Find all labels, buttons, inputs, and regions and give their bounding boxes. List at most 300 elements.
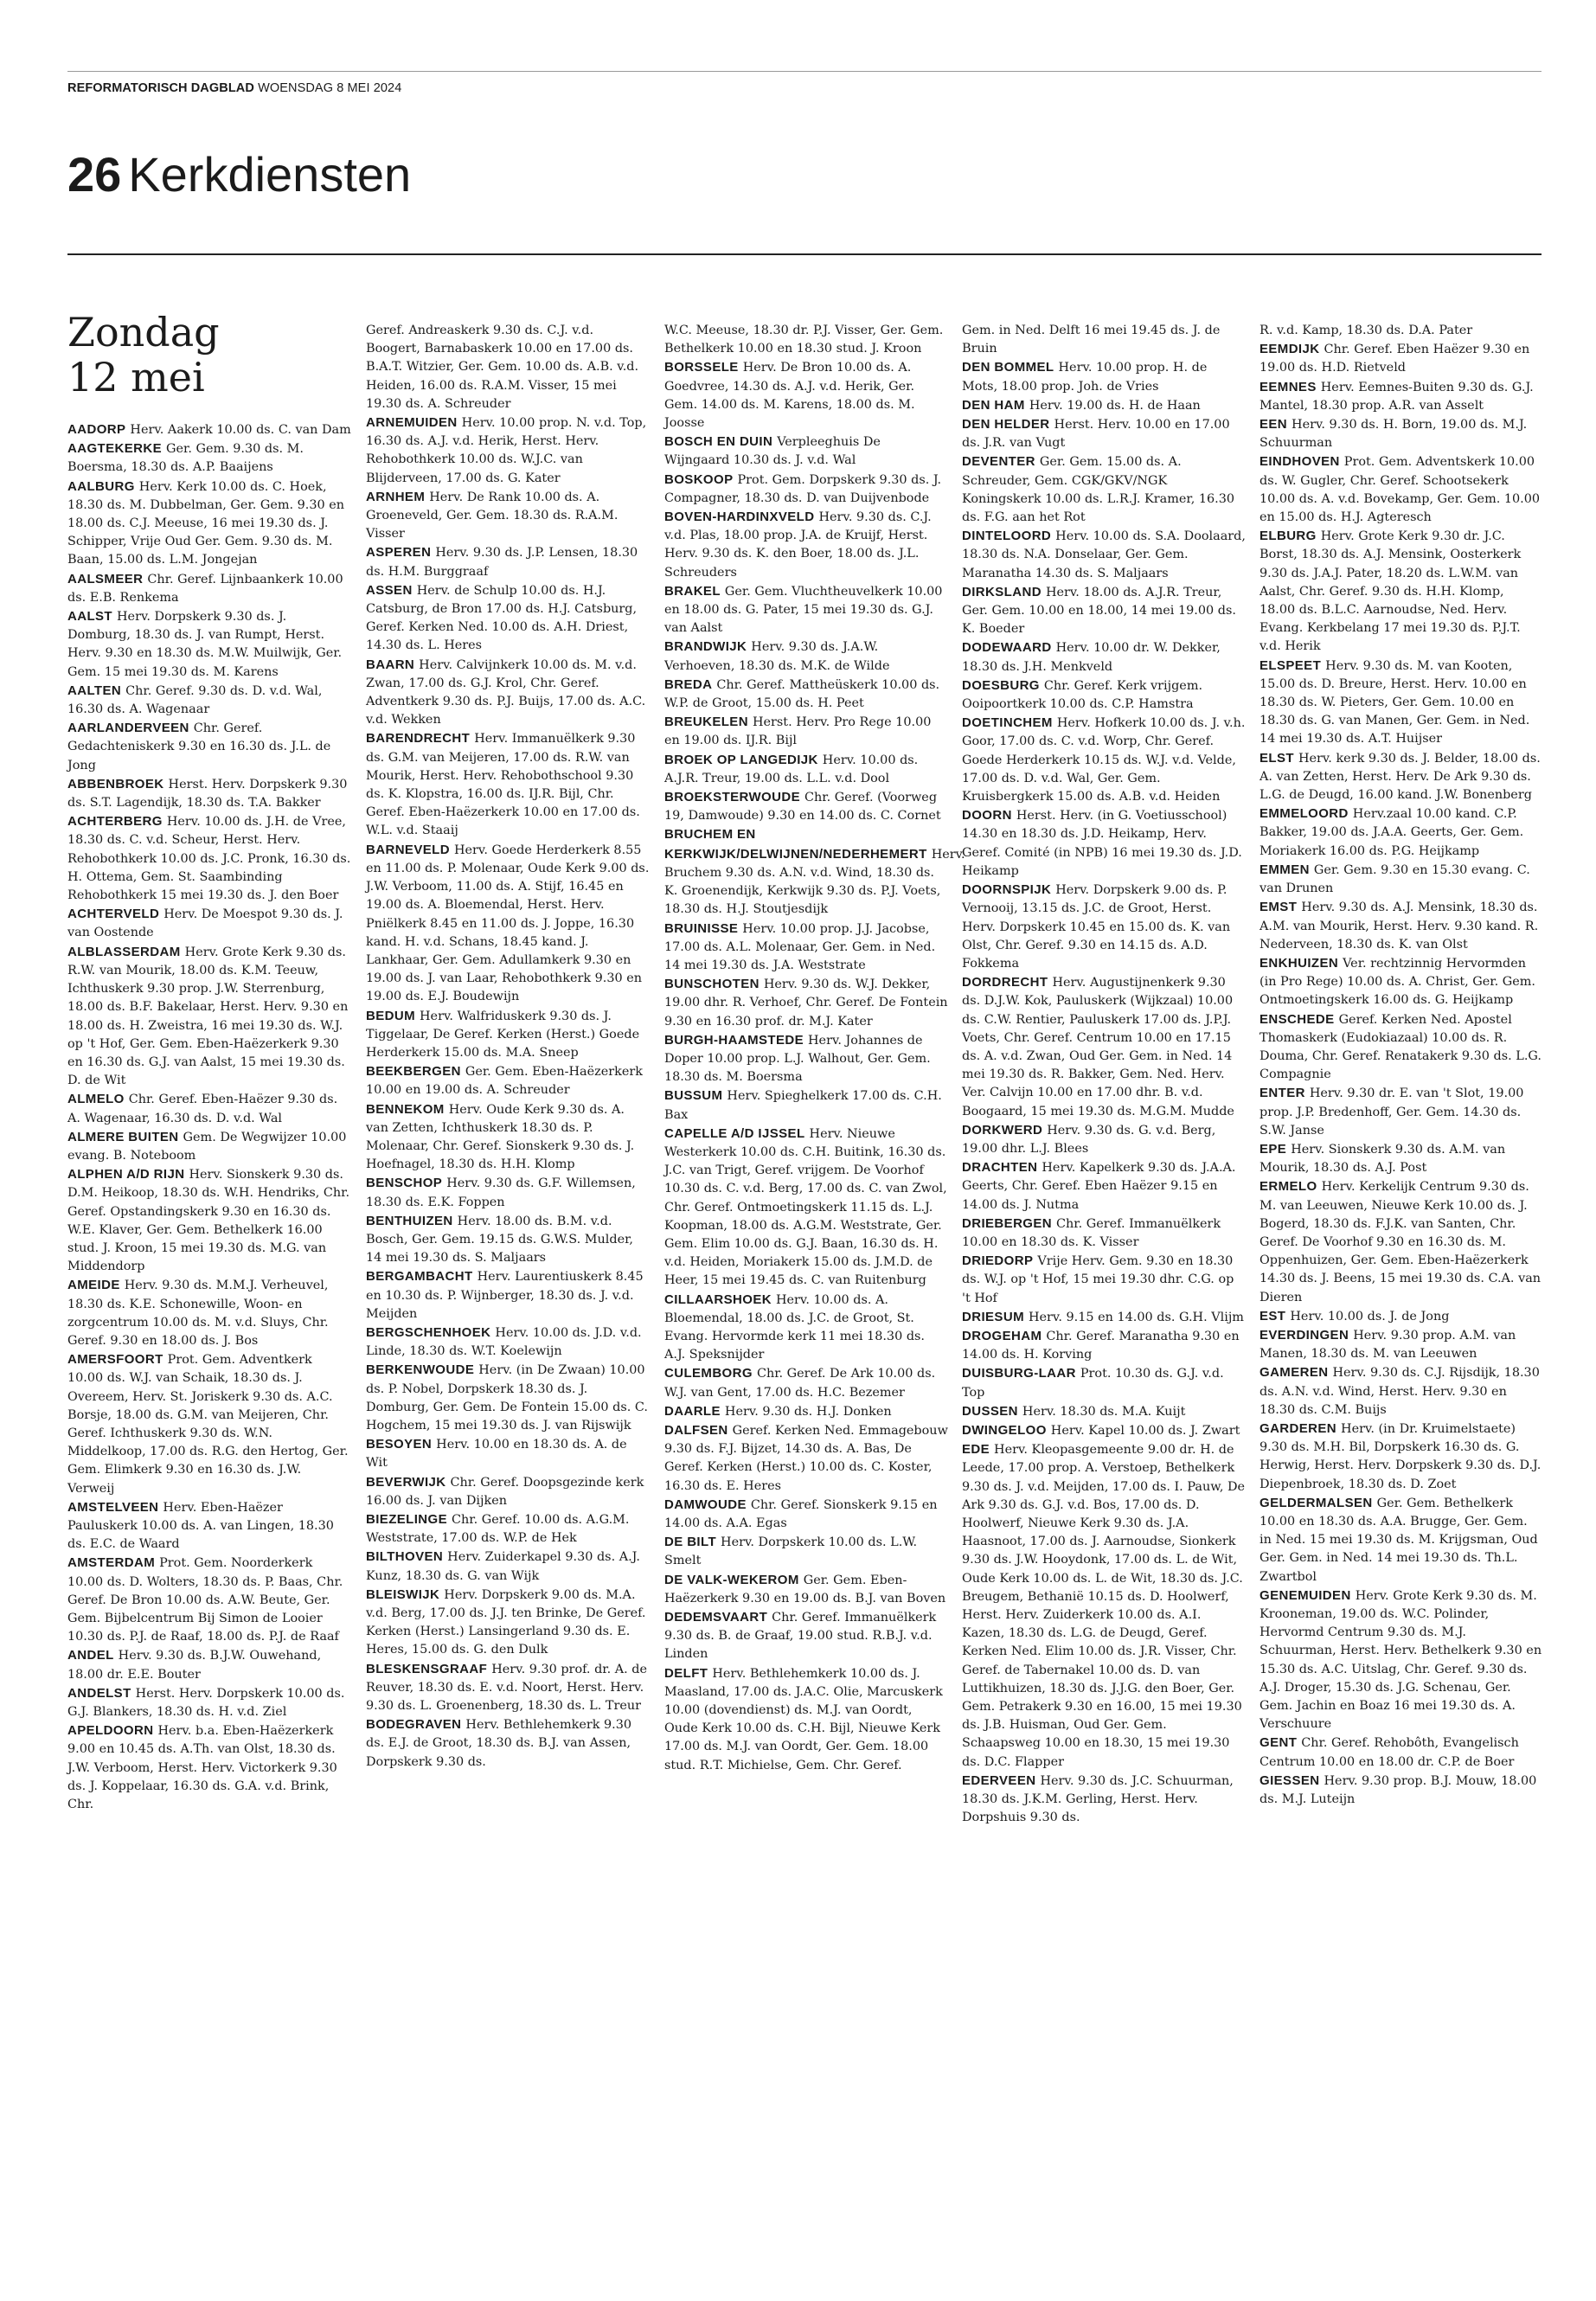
place-name: DRIEBERGEN: [962, 1215, 1053, 1231]
service-details: Herv. 9.30 prop. B.J. Mouw, 18.00 ds. M.J. Luteijn: [1259, 1773, 1537, 1807]
service-details: Herv. 9.15 en 14.00 ds. G.H. Vlijm: [1028, 1310, 1244, 1324]
place-name: ANDELST: [67, 1685, 131, 1701]
service-entry: [1259, 1307, 1543, 1326]
service-entry: [1259, 1010, 1543, 1085]
service-details: Herv. Augustijnenkerk 9.30 ds. D.J.W. Kok, Pauluskerk (Wijkzaal) 10.00 ds. C.W. Rentier, Pauluskerk 17.00 ds. J.P.J. Voets, Chr. Geref. Centrum 10.00 en 17.15 ds. A. v.d. Zwan, Oud Ger. Gem. in Ned. 14 mei 19.30 ds. R. Bakker, Gem. Ned. Herv. Ver. Calvijn 10.00 en 17.00 dhr. B. v.d. Boogaard, 15 mei 19.30 ds. M.G.M. Mudde: [962, 976, 1234, 1118]
service-entry: [366, 729, 650, 840]
place-name: ALMELO: [67, 1092, 125, 1107]
service-entry: [664, 1533, 948, 1570]
place-name: AMSTERDAM: [67, 1555, 156, 1571]
place-name: EEN: [1259, 417, 1288, 433]
service-details: Ger. Gem. 9.30 en 15.30 evang. C. van Drunen: [1259, 862, 1530, 896]
page-title: [67, 149, 411, 201]
place-name: EST: [1259, 1308, 1286, 1324]
service-details: Chr. Geref. Sionskerk 9.15 en 14.00 ds. A.A. Egas: [664, 1497, 938, 1530]
place-name: DOORN: [962, 808, 1012, 824]
service-entry: [366, 488, 650, 544]
service-entry: [67, 719, 351, 775]
place-name: ACHTERBERG: [67, 814, 163, 830]
service-details: Chr. Geref. Eben Haëzer 9.30 en 19.00 ds. H.D. Rietveld: [1259, 343, 1530, 375]
place-name: BROEK OP LANGEDIJK: [664, 752, 818, 767]
place-name: BEEKBERGEN: [366, 1064, 461, 1080]
place-name: DROGEHAM: [962, 1328, 1042, 1343]
place-name: GAMEREN: [1259, 1365, 1329, 1381]
service-details: Herv. 9.30 ds. G. v.d. Berg, 19.00 dhr. L.J. Blees: [962, 1123, 1216, 1156]
service-details: Herv. 10.00 ds. J. de Jong: [1290, 1309, 1450, 1324]
service-entry: [366, 841, 650, 1007]
service-entry: [1259, 1084, 1543, 1140]
place-name: BOSCH EN DUIN: [664, 434, 773, 450]
place-name: ASSEN: [366, 582, 413, 598]
place-name: AAGTEKERKE: [67, 441, 163, 457]
service-details: Herv. Zuiderkapel 9.30 ds. A.J. Kunz, 18.30 ds. G. van Wijk: [366, 1550, 640, 1583]
place-name: DELFT: [664, 1665, 708, 1681]
service-entry: [962, 396, 1246, 415]
service-entry: [366, 1660, 650, 1716]
place-name: ARNEMUIDEN: [366, 415, 458, 431]
service-details: Herv. Dorpskerk 9.30 ds. J. Domburg, 18.30 ds. J. van Rumpt, Herst. Herv. 9.30 en 18.30 ds. M.W. Muilwijk, Ger. Gem. 15 mei 19.30 ds. M. Karens: [67, 610, 343, 679]
service-entry: [366, 1267, 650, 1324]
place-name: ASPEREN: [366, 545, 432, 561]
place-name: BERKENWOUDE: [366, 1362, 475, 1378]
service-entry: [1259, 861, 1543, 898]
service-entry: [1259, 452, 1543, 527]
service-entry: [1259, 1326, 1543, 1363]
service-details: Herv. 9.30 ds. H. Born, 19.00 ds. M.J. Schuurman: [1259, 418, 1528, 451]
service-details: Herv. 9.30 dr. E. van 't Slot, 19.00 prop. J.P. Bredenhoff, Ger. Gem. 14.30 ds. S.W. Janse: [1259, 1086, 1524, 1138]
service-details: Prot. Gem. Dorpskerk 9.30 ds. J. Compagner, 18.30 ds. D. van Duijvenbode: [664, 472, 942, 505]
column-3: [664, 322, 965, 1775]
place-name: BRUCHEM EN KERKWIJK/DELWIJNEN/NEDERHEMERT: [664, 827, 927, 862]
place-name: DEDEMSVAART: [664, 1610, 768, 1625]
service-entry: [1259, 657, 1543, 749]
service-entry: [67, 420, 351, 439]
place-name: AALTEN: [67, 683, 122, 698]
section-name: Kerkdiensten: [128, 147, 412, 202]
issue-date: WOENSDAG 8 MEI 2024: [258, 81, 402, 95]
service-entry: [962, 583, 1246, 639]
column-4: [962, 322, 1246, 1827]
place-name: ALPHEN A/D RIJN: [67, 1167, 185, 1183]
service-entry: [1259, 1177, 1543, 1306]
service-entry: [962, 881, 1246, 973]
place-name: BROEKSTERWOUDE: [664, 790, 800, 805]
place-name: ENSCHEDE: [1259, 1011, 1335, 1027]
service-entry: [664, 471, 948, 508]
service-entry: [67, 943, 351, 1091]
service-details: Herv. Immanuëlkerk 9.30 ds. G.M. van Meijeren, 17.00 ds. R.W. van Mourik, Herst. Herv. Rehobothschool 9.30 ds. K. Klopstra, 16.00 ds. IJ.R. Bijl, Chr. Geref. Eben-Haëzerkerk 10.00 en 17.00 ds. W.L. v.d. Staaij: [366, 732, 640, 838]
service-entry: [366, 1473, 650, 1510]
place-name: EDE: [962, 1442, 990, 1458]
service-details: Herst. Herv. (in G. Voetiusschool) 14.30 en 18.30 ds. J.D. Heikamp, Herv. Geref. Comité (in NPB) 16 mei 19.30 ds. J.D. Heikamp: [962, 809, 1242, 878]
service-entry: [664, 433, 948, 470]
place-name: EMMEN: [1259, 862, 1310, 877]
service-entry: [664, 1421, 948, 1496]
service-entry: [962, 714, 1246, 806]
service-details: Herv. 10.00 prop. H. de Mots, 18.00 prop. Joh. de Vries: [962, 361, 1208, 394]
service-details: Herv. 9.30 ds. J.C. Schuurman, 18.30 ds. J.K.M. Gerling, Herst. Herv. Dorpshuis 9.30 ds.: [962, 1773, 1234, 1825]
service-details: Gem. in Ned. Delft 16 mei 19.45 ds. J. de Bruin: [962, 324, 1221, 356]
service-entry: [1259, 1586, 1543, 1734]
service-entry: [664, 582, 948, 638]
place-name: DIRKSLAND: [962, 584, 1042, 599]
place-name: EMST: [1259, 900, 1298, 915]
service-details: Chr. Geref. 9.30 ds. D. v.d. Wal, 16.30 ds. A. Wagenaar: [67, 683, 323, 717]
service-entry: [664, 1571, 948, 1608]
place-name: BILTHOVEN: [366, 1549, 444, 1565]
service-details: Herv. 9.30 ds. A.J. Mensink, 18.30 ds. A.M. van Mourik, Herst. Herv. 9.30 kand. R. Nederveen, 18.30 ds. K. van Olst: [1259, 901, 1539, 952]
service-details: Herv. Calvijnkerk 10.00 ds. M. v.d. Zwan, 17.00 ds. G.J. Krol, Chr. Geref. Adventkerk 9.30 ds. P.J. Buijs, 17.00 ds. A.C. v.d. Wekken: [366, 657, 646, 727]
service-entry: [664, 1608, 948, 1664]
place-name: BREDA: [664, 676, 713, 692]
service-details: Herv. Aakerk 10.00 ds. C. van Dam: [130, 423, 351, 437]
service-details: Herv. Nieuwe Westerkerk 10.00 ds. C.H. Buitink, 16.30 ds. J.C. van Trigt, Geref. vrijgem. De Voorhof 10.30 ds. C. v.d. Berg, 17.00 ds. C. van Zwol, Chr. Geref. Ontmoetingskerk 11.15 ds. L.J. Koopman, 18.00 ds. A.G.M. Weststrate, Ger. Gem. Elim 10.00 ds. G.J. Baan, 16.30 ds. H. v.d. Heiden, Moriakerk 15.00 ds. J.M.D. de Heer, 15 mei 19.45 ds. C. van Ruitenburg: [664, 1126, 947, 1288]
service-details: Prot. 10.30 ds. G.J. v.d. Top: [962, 1367, 1224, 1400]
service-details: Herv. 18.00 ds. B.M. v.d. Bosch, Ger. Gem. 19.15 ds. G.W.S. Mulder, 14 mei 19.30 ds. S. Maljaars: [366, 1214, 633, 1266]
service-details: Herv. Kerkelijk Centrum 9.30 ds. M. van Leeuwen, Nieuwe Kerk 10.00 ds. J. Bogerd, 18.30 ds. F.J.K. van Santen, Chr. Geref. De Voorhof 9.30 en 16.30 ds. M. Oppenhuizen, Ger. Gem. Eben-Haëzerkerk 14.30 ds. J. Beens, 15 mei 19.30 ds. C.A. van Dieren: [1259, 1180, 1542, 1304]
place-name: DINTELOORD: [962, 529, 1052, 544]
place-name: BODEGRAVEN: [366, 1717, 462, 1733]
day-name: Zondag: [67, 309, 220, 356]
place-name: BURGH-HAAMSTEDE: [664, 1032, 804, 1048]
service-details: Herv. Dorpskerk 9.00 ds. M.A. v.d. Berg, 17.00 ds. J.J. ten Brinke, De Geref. Kerken (Herst.) Lansingerland 9.30 ds. E. Heres, 15.00 ds. G. den Dulk: [366, 1587, 646, 1657]
service-entry: [962, 322, 1246, 358]
service-details: Herv. De Moespot 9.30 ds. J. van Oostende: [67, 907, 343, 940]
service-details: Chr. Geref. Maranatha 9.30 en 14.00 ds. H. Korving: [962, 1329, 1240, 1362]
service-details: Ger. Gem. 9.30 ds. M. Boersma, 18.30 ds. A.P. Baaijens: [67, 442, 304, 475]
service-details: Gem. De Wegwijzer 10.00 evang. B. Noteboom: [67, 1130, 347, 1163]
service-entry: [962, 676, 1246, 714]
service-entry: [67, 1498, 351, 1554]
service-details: Herv. 9.30 ds. M.M.J. Verheuvel, 18.30 ds. K.E. Schonewille, Woon- en zorgcentrum 10.00 ds. M. v.d. Sluys, Chr. Geref. 9.30 en 18.00 ds. J. Bos: [67, 1279, 329, 1348]
place-name: BERGSCHENHOEK: [366, 1324, 491, 1340]
service-entry: [67, 775, 351, 812]
service-entry: [67, 1128, 351, 1165]
service-entry: [962, 415, 1246, 452]
service-entry: [366, 1212, 650, 1268]
place-name: DWINGELOO: [962, 1422, 1047, 1438]
service-details: Chr. Geref. Eben-Haëzer 9.30 ds. A. Wagenaar, 16.30 ds. D. v.d. Wal: [67, 1093, 338, 1125]
service-entry: [1259, 1420, 1543, 1494]
service-details: Geref. Andreaskerk 9.30 ds. C.J. v.d. Boogert, Barnabaskerk 10.00 en 17.00 ds. B.A.T. Witzier, Ger. Gem. 10.00 ds. A.B. v.d. Heiden, 16.00 ds. R.A.M. Visser, 15 mei 19.30 ds. A. Schreuder: [366, 324, 639, 411]
service-entry: [962, 1252, 1246, 1308]
service-entry: [366, 1324, 650, 1361]
place-name: EEMDIJK: [1259, 342, 1320, 357]
service-details: Chr. Geref. De Ark 10.00 ds. W.J. van Gent, 17.00 ds. H.C. Bezemer: [664, 1367, 936, 1400]
place-name: GENEMUIDEN: [1259, 1587, 1351, 1603]
service-details: Herv. 10.00 prop. N. v.d. Top, 16.30 ds. A.J. v.d. Herik, Herst. Herv. Rehobothkerk 10.00 ds. W.J.C. van Blijderveen, 17.00 ds. G. Kater: [366, 416, 647, 485]
service-details: Herv. 10.00 ds. S.A. Doolaard, 18.30 ds. N.A. Donselaar, Ger. Gem. Maranatha 14.30 ds. S. Maljaars: [962, 529, 1246, 580]
service-details: Herv. Grote Kerk 9.30 dr. J.C. Borst, 18.30 ds. A.J. Mensink, Oosterkerk 9.30 ds. J.A.J. Pater, 18.20 ds. L.W.M. van Aalst, Chr. Geref. 9.30 ds. H.H. Klomp, 18.00 ds. B.L.C. Aarnoudse, Ned. Herv. Evang. Kerkbelang 17 mei 19.30 ds. P.J.T. v.d. Herik: [1259, 529, 1522, 654]
place-name: BRANDWIJK: [664, 639, 747, 655]
place-name: APELDOORN: [67, 1723, 154, 1739]
place-name: BRUINISSE: [664, 920, 739, 936]
place-name: DALFSEN: [664, 1422, 728, 1438]
service-entry: [67, 812, 351, 905]
service-entry: [366, 1100, 650, 1175]
place-name: ARNHEM: [366, 489, 426, 504]
place-name: ALBLASSERDAM: [67, 944, 181, 959]
service-entry: [1259, 527, 1543, 656]
place-name: AALST: [67, 609, 112, 625]
service-entry: [962, 1308, 1246, 1327]
place-name: AALSMEER: [67, 571, 144, 586]
service-entry: [67, 478, 351, 570]
service-details: Chr. Geref. Rehobôth, Evangelisch Centrum 10.00 en 18.00 dr. C.P. de Boer: [1259, 1736, 1519, 1769]
service-details: R. v.d. Kamp, 18.30 ds. D.A. Pater: [1259, 324, 1473, 337]
service-entry: [664, 508, 948, 582]
service-entry: [664, 1031, 948, 1087]
place-name: ERMELO: [1259, 1179, 1317, 1195]
service-details: Herv. 10.00 ds. A.J.R. Treur, 19.00 ds. L.L. v.d. Dool: [664, 753, 919, 785]
place-name: DEVENTER: [962, 454, 1035, 470]
place-name: DUISBURG-LAAR: [962, 1366, 1076, 1381]
place-name: EDERVEEN: [962, 1772, 1036, 1788]
service-entry: [664, 1402, 948, 1421]
service-details: Herv. Kerk 10.00 ds. C. Hoek, 18.30 ds. M. Dubbelman, Ger. Gem. 9.30 en 18.00 ds. C.J. Meeuse, 16 mei 19.30 ds. J. Schipper, Vrije Oud Ger. Gem. 9.30 ds. M. Baan, 15.00 ds. L.M. Jongejan: [67, 479, 345, 567]
place-name: GARDEREN: [1259, 1420, 1337, 1436]
service-details: Chr. Geref. Kerk vrijgem. Ooipoortkerk 10.00 ds. C.P. Hamstra: [962, 678, 1203, 712]
service-details: Chr. Geref. Gedachteniskerk 9.30 en 16.30 ds. J.L. de Jong: [67, 721, 331, 772]
service-entry: [664, 322, 948, 358]
service-entry: [664, 676, 948, 713]
service-entry: [67, 905, 351, 942]
place-name: DOESBURG: [962, 677, 1040, 693]
service-details: Herv. Kapel 10.00 ds. J. Zwart: [1050, 1423, 1240, 1438]
service-details: Ger. Gem. Eben-Haëzerkerk 9.30 en 19.00 ds. B.J. van Boven: [664, 1573, 946, 1606]
service-entry: [664, 358, 948, 433]
service-entry: [67, 1276, 351, 1350]
service-details: Herv. 10.00 ds. A. Bloemendal, 18.00 ds. J.C. de Groot, St. Evang. Hervormde kerk 11 mei 18.30 ds. A.J. Speksnijder: [664, 1292, 925, 1362]
service-entry: [962, 527, 1246, 583]
service-details: Prot. Gem. Adventskerk 10.00 ds. W. Gugler, Chr. Geref. Schootsekerk 10.00 ds. A. v.d. Bovekamp, Ger. Gem. 10.00 en 15.00 ds. H.J. Agteresch: [1259, 455, 1541, 525]
service-entry: [1259, 340, 1543, 377]
service-entry: [67, 682, 351, 719]
header-rule: [67, 71, 1542, 72]
service-entry: [962, 1215, 1246, 1252]
service-entry: [366, 1435, 650, 1472]
service-details: Herv. Eben-Haëzer Pauluskerk 10.00 ds. A. van Lingen, 18.30 ds. E.C. de Waard: [67, 1500, 334, 1552]
place-name: BESOYEN: [366, 1437, 433, 1452]
place-name: BEDUM: [366, 1008, 415, 1023]
service-details: Herv. 10.00 dr. W. Dekker, 18.30 ds. J.H. Menkveld: [962, 641, 1221, 674]
place-name: ALMERE BUITEN: [67, 1129, 179, 1144]
place-name: DE BILT: [664, 1535, 717, 1550]
place-name: BARENDRECHT: [366, 731, 471, 747]
service-details: Herv. De Bron 10.00 ds. A. Goedvree, 14.30 ds. A.J. v.d. Herik, Ger. Gem. 14.00 ds. M. Karens, 18.00 ds. M. Joosse: [664, 361, 915, 431]
place-name: DEN BOMMEL: [962, 360, 1054, 375]
place-name: CILLAARSHOEK: [664, 1292, 772, 1307]
place-name: ENKHUIZEN: [1259, 955, 1339, 971]
service-entry: [664, 788, 948, 825]
masthead: [67, 81, 401, 95]
place-name: EINDHOVEN: [1259, 454, 1340, 470]
service-entry: [366, 1548, 650, 1585]
service-entry: [962, 358, 1246, 395]
place-name: BLESKENSGRAAF: [366, 1661, 488, 1676]
service-details: Chr. Geref. 10.00 ds. A.G.M. Weststrate, 17.00 ds. W.P. de Hek: [366, 1513, 630, 1546]
service-details: Herv. 9.30 ds. C.J. Rijsdijk, 18.30 ds. A.N. v.d. Wind, Herst. Herv. 9.30 en 18.30 ds. C.M. Buijs: [1259, 1366, 1540, 1417]
service-details: Prot. Gem. Adventkerk 10.00 ds. W.J. van Schaik, 18.30 ds. J. Overeem, Herv. St. Joriskerk 9.30 ds. A.C. Borsje, 18.00 ds. G.M. van Meijeren, Chr. Geref. Ichthuskerk 9.30 ds. W.N. Middelkoop, 17.00 ds. R.G. den Hertog, Ger. Gem. Elimkerk 9.30 en 16.30 ds. J.W. Verweij: [67, 1353, 349, 1496]
service-details: Herv. 9.30 ds. G.F. Willemsen, 18.30 ds. E.K. Foppen: [366, 1176, 636, 1209]
place-name: DUSSEN: [962, 1403, 1018, 1419]
service-details: Prot. Gem. Noorderkerk 10.00 ds. D. Wolters, 18.30 ds. P. Baas, Chr. Geref. De Bron 10.00 ds. A.W. Beute, Ger. Gem. Bijbelcentrum Bij Simon de Looier 10.30 ds. P.J. de Raaf, 18.00 ds. P.J. de Raaf: [67, 1556, 343, 1644]
service-entry: [366, 1715, 650, 1772]
service-details: Herv. 18.30 ds. M.A. Kuijt: [1022, 1404, 1186, 1419]
service-entry: [1259, 749, 1543, 805]
service-entry: [962, 452, 1246, 527]
place-name: ELSPEET: [1259, 657, 1322, 673]
place-name: BUSSUM: [664, 1088, 723, 1104]
service-entry: [67, 1165, 351, 1276]
service-details: Herv. 9.30 ds. J.A.W. Verhoeven, 18.30 ds. M.K. de Wilde: [664, 640, 890, 673]
service-entry: [1259, 1363, 1543, 1420]
service-details: Chr. Geref. Immanuëlkerk 10.00 en 18.30 ds. K. Visser: [962, 1216, 1221, 1249]
service-entry: [366, 1007, 650, 1063]
place-name: ENTER: [1259, 1086, 1305, 1101]
service-details: Herv. (in De Zwaan) 10.00 ds. P. Nobel, Dorpskerk 18.30 ds. J. Domburg, Ger. Gem. De Fontein 15.00 ds. C. Hogchem, 15 mei 19.30 ds. J. van Rijswijk: [366, 1363, 648, 1433]
service-details: Herv. 10.00 prop. J.J. Jacobse, 17.00 ds. A.L. Molenaar, Ger. Gem. in Ned. 14 mei 19.30 ds. J.A. Weststrate: [664, 921, 936, 972]
service-details: Herv. Goede Herderkerk 8.55 en 11.00 ds. P. Molenaar, Oude Kerk 9.00 ds. J.W. Verboom, 11.00 ds. A. Stijf, 16.45 en 19.00 ds. A. Bloemendal, Herst. Herv. Pniëlkerk 8.45 en 11.00 ds. J. Joppe, 16.30 kand. H. v.d. Schans, 18.45 kand. J. Lankhaar, Ger. Gem. Adullamkerk 9.30 en 19.00 ds. J. van Laar, Rehobothkerk 9.30 en 19.00 ds. E.J. Boudewijn: [366, 843, 650, 1004]
service-entry: [1259, 322, 1543, 340]
service-details: Herv. Bethlehemkerk 10.00 ds. J. Maasland, 17.00 ds. J.A.C. Olie, Marcuskerk 10.00 (dovendienst) ds. M.J. van Oordt, Oude Kerk 10.00 ds. C.H. Bijl, Nieuwe Kerk 17.00 ds. M.J. van Oordt, Ger. Gem. 18.00 stud. R.T. Michielse, Gem. Chr. Geref.: [664, 1666, 943, 1772]
service-details: Herv. 9.30 ds. J.P. Lensen, 18.30 ds. H.M. Burggraaf: [366, 546, 638, 579]
place-name: BOVEN-HARDINXVELD: [664, 510, 815, 525]
place-name: BERGAMBACHT: [366, 1269, 473, 1285]
service-entry: [664, 1291, 948, 1365]
service-details: Chr. Geref. (Voorweg 19, Damwoude) 9.30 en 14.00 ds. C. Cornet: [664, 791, 941, 824]
service-entry: [664, 1364, 948, 1401]
service-entry: [1259, 1734, 1543, 1771]
place-name: CULEMBORG: [664, 1366, 753, 1381]
service-details: Herv. Bethlehemkerk 9.30 ds. E.J. de Groot, 18.30 ds. B.J. van Assen, Dorpskerk 9.30 ds.: [366, 1718, 632, 1769]
place-name: GENT: [1259, 1735, 1298, 1751]
place-name: BENNEKOM: [366, 1101, 445, 1117]
service-entry: [366, 581, 650, 656]
place-name: AARLANDERVEEN: [67, 721, 189, 736]
service-details: Herv. 9.30 prop. A.M. van Manen, 18.30 ds. M. van Leeuwen: [1259, 1328, 1516, 1362]
service-details: Herst. Herv. 10.00 en 17.00 ds. J.R. van Vugt: [962, 418, 1230, 451]
service-details: Chr. Geref. Doopsgezinde kerk 16.00 ds. J. van Dijken: [366, 1475, 644, 1508]
place-name: BENTHUIZEN: [366, 1213, 453, 1228]
place-name: DRIESUM: [962, 1309, 1024, 1324]
place-name: ANDEL: [67, 1648, 114, 1663]
service-entry: [1259, 1494, 1543, 1586]
service-entry: [962, 1364, 1246, 1401]
day-date: 12 mei: [67, 354, 205, 401]
place-name: BORSSELE: [664, 360, 739, 375]
place-name: AMERSFOORT: [67, 1352, 163, 1368]
service-entry: [366, 543, 650, 580]
service-entry: [962, 1402, 1246, 1421]
service-entry: [664, 638, 948, 675]
service-entry: [962, 1158, 1246, 1215]
page-number: 26: [67, 147, 122, 202]
paper-name: REFORMATORISCH DAGBLAD: [67, 81, 254, 95]
service-details: Herv. (in Dr. Kruimelstaete) 9.30 ds. M.H. Bil, Dorpskerk 16.30 ds. G. Herwig, Herst. Herv. Dorpskerk 9.30 ds. D.J. Diepenbroek, 18.30 ds. D. Zoet: [1259, 1421, 1542, 1491]
service-entry: [664, 975, 948, 1031]
section-divider: [67, 253, 1542, 255]
place-name: BARNEVELD: [366, 842, 450, 857]
service-entry: [366, 413, 650, 488]
service-entry: [962, 1327, 1246, 1364]
service-entry: [1259, 954, 1543, 1010]
place-name: GELDERMALSEN: [1259, 1495, 1373, 1510]
service-entry: [1259, 804, 1543, 861]
place-name: AADORP: [67, 422, 126, 437]
service-entry: [67, 439, 351, 477]
service-details: Herv. Grote Kerk 9.30 ds. R.W. van Mourik, 18.00 ds. K.M. Teeuw, Ichthuskerk 9.30 prop. J.W. Sterrenburg, 18.00 ds. B.F. Bakelaar, Herst. Herv. 9.30 en 18.00 ds. H. Zweistra, 16 mei 19.30 ds. W.J. op 't Hof, Ger. Gem. Eben-Haëzerkerk 9.30 en 16.30 ds. G.J. van Aalst, 15 mei 19.30 ds. D. de Wit: [67, 945, 349, 1088]
service-entry: [67, 570, 351, 607]
service-entry: [962, 1772, 1246, 1828]
service-entry: [67, 1684, 351, 1721]
service-entry: [366, 1361, 650, 1435]
place-name: ABBENBROEK: [67, 776, 164, 792]
service-details: Herv. 9.30 ds. H.J. Donken: [724, 1404, 892, 1419]
service-details: Chr. Geref. Mattheüskerk 10.00 ds. W.P. de Groot, 15.00 ds. H. Peet: [664, 677, 940, 711]
place-name: EVERDINGEN: [1259, 1327, 1349, 1343]
service-details: Ger. Gem. Bethelkerk 10.00 en 18.30 ds. A.A. Brugge, Ger. Gem. in Ned. 15 mei 19.30 ds. M. Krijgsman, Oud Ger. Gem. in Ned. 14 mei 19.30 ds. Th.L. Zwartbol: [1259, 1496, 1538, 1584]
service-details: Herst. Herv. Dorpskerk 10.00 ds. G.J. Blankers, 18.30 ds. H. v.d. Ziel: [67, 1686, 345, 1720]
place-name: EMMELOORD: [1259, 806, 1349, 822]
service-entry: [366, 322, 650, 413]
service-details: Herv. Grote Kerk 9.30 ds. M. Krooneman, 19.00 ds. W.C. Polinder, Hervormd Centrum 9.30 ds. M.J. Schuurman, Herst. Herv. Bethelkerk 9.30 en 15.30 ds. A.C. Uitslag, Chr. Geref. 9.30 ds. A.J. Droger, 15.30 ds. J.G. Schenau, Ger. Gem. Jachin en Boaz 16 mei 19.30 ds. A. Verschuure: [1259, 1588, 1542, 1732]
place-name: EEMNES: [1259, 379, 1317, 394]
place-name: DODEWAARD: [962, 640, 1052, 656]
service-details: Ger. Gem. Eben-Haëzerkerk 10.00 en 19.00 ds. A. Schreuder: [366, 1065, 643, 1098]
place-name: BLEISWIJK: [366, 1586, 440, 1602]
service-details: Herv. Kleopasgemeente 9.00 dr. H. de Leede, 17.00 prop. A. Verstoep, Bethelkerk 9.30 ds. J. v.d. Meijden, 17.00 ds. I. Pauw, De Ark 9.30 ds. G.J. v.d. Bos, 17.00 ds. D. Hoolwerf, Nieuwe Kerk 9.30 ds. J.A. Haasnoot, 17.00 ds. J. Aarnoudse, Sionkerk 9.30 ds. J.W. Hooydonk, 17.00 ds. L. de Wit, Oude Kerk 10.00 ds. L. de Wit, 18.30 ds. J.C. Breugem, Bethanië 10.15 ds. D. Hoolwerf, Herst. Herv. Zuiderkerk 10.00 ds. A.I. Kazen, 18.30 ds. L.G. de Deugd, Geref. Kerken Ned. Elim 10.00 ds. J.R. Visser, Chr. Geref. de Tabernakel 10.00 ds. D. van Luttikhuizen, 18.30 ds. J.J.G. den Boer, Ger. Gem. Petrakerk 9.30 en 16.00, 15 mei 19.30 ds. J.B. Huisman, Oud Ger. Gem. Schaapsweg 10.00 en 18.30, 15 mei 19.30 ds. D.C. Flapper: [962, 1443, 1246, 1769]
service-entry: [1259, 1772, 1543, 1809]
service-details: Herv. 9.30 prof. dr. A. de Reuver, 18.30 ds. E. v.d. Noort, Herst. Herv. 9.30 ds. L. Groenenberg, 18.30 ds. L. Treur: [366, 1662, 647, 1714]
service-entry: [664, 920, 948, 976]
service-details: Herv. Dorpskerk 10.00 ds. L.W. Smelt: [664, 1535, 918, 1568]
service-details: Herv. 9.30 ds. C.J. v.d. Plas, 18.00 prop. J.A. de Kruijf, Herst. Herv. 9.30 ds. K. den Boer, 18.00 ds. J.L. Schreuders: [664, 510, 932, 580]
service-details: Geref. Kerken Ned. Apostel Thomaskerk (Eudokiazaal) 10.00 ds. R. Douma, Chr. Geref. Renatakerk 9.30 ds. L.G. Compagnie: [1259, 1012, 1542, 1082]
place-name: GIESSEN: [1259, 1772, 1320, 1788]
service-details: Herv. kerk 9.30 ds. J. Belder, 18.00 ds. A. van Zetten, Herst. Herv. De Ark 9.30 ds. L.G. de Deugd, 16.00 kand. J.W. Bonenberg: [1259, 751, 1541, 803]
service-entry: [67, 607, 351, 682]
service-entry: [1259, 898, 1543, 954]
place-name: DAMWOUDE: [664, 1497, 747, 1512]
service-entry: [664, 1496, 948, 1533]
service-details: Vrije Herv. Gem. 9.30 en 18.30 ds. W.J. op 't Hof, 15 mei 19.30 dhr. C.G. op 't Hof: [962, 1254, 1234, 1305]
service-details: Herv. Oude Kerk 9.30 ds. A. van Zetten, Ichthuskerk 18.30 ds. P. Molenaar, Chr. Geref. Sionskerk 9.30 ds. J. Hoefnagel, 18.30 ds. H.H. Klomp: [366, 1102, 635, 1172]
place-name: DE VALK-WEKEROM: [664, 1572, 799, 1587]
service-details: Herst. Herv. Dorpskerk 9.30 ds. S.T. Lagendijk, 18.30 ds. T.A. Bakker: [67, 777, 348, 811]
service-details: Ger. Gem. 15.00 ds. A. Schreuder, Gem. CGK/GKV/NGK Koningskerk 10.00 ds. L.R.J. Kramer, 16.30 ds. F.G. aan het Rot: [962, 455, 1235, 525]
service-entry: [664, 751, 948, 788]
place-name: DEN HELDER: [962, 417, 1050, 433]
service-entry: [664, 1125, 948, 1291]
place-name: BEVERWIJK: [366, 1474, 446, 1490]
service-details: Herv. Bruchem 9.30 ds. A.N. v.d. Wind, 18.30 ds. K. Groenendijk, Kerkwijk 9.30 ds. P.J. Voets, 18.30 ds. H.J. Stoutjesdijk: [664, 847, 965, 917]
place-name: DOETINCHEM: [962, 715, 1053, 731]
service-entry: [1259, 415, 1543, 452]
service-entry: [962, 973, 1246, 1121]
service-entry: [67, 1554, 351, 1646]
service-details: Herv. Walfriduskerk 9.30 ds. J. Tiggelaar, De Geref. Kerken (Herst.) Goede Herderkerk 15.00 ds. M.A. Sneep: [366, 1009, 640, 1060]
service-details: Herv. Johannes de Doper 10.00 prop. L.J. Walhout, Ger. Gem. 18.30 ds. M. Boersma: [664, 1033, 931, 1085]
service-entry: [1259, 378, 1543, 415]
service-entry: [664, 1664, 948, 1775]
place-name: DORDRECHT: [962, 975, 1048, 990]
service-details: Herv. 10.00 en 18.30 ds. A. de Wit: [366, 1438, 627, 1471]
service-details: Herv. 10.00 ds. J.D. v.d. Linde, 18.30 ds. W.T. Koelewijn: [366, 1325, 642, 1359]
place-name: BENSCHOP: [366, 1176, 443, 1191]
service-entry: [366, 1174, 650, 1211]
service-details: Ger. Gem. Vluchtheuvelkerk 10.00 en 18.00 ds. G. Pater, 15 mei 19.30 ds. G.J. van Aalst: [664, 584, 943, 636]
